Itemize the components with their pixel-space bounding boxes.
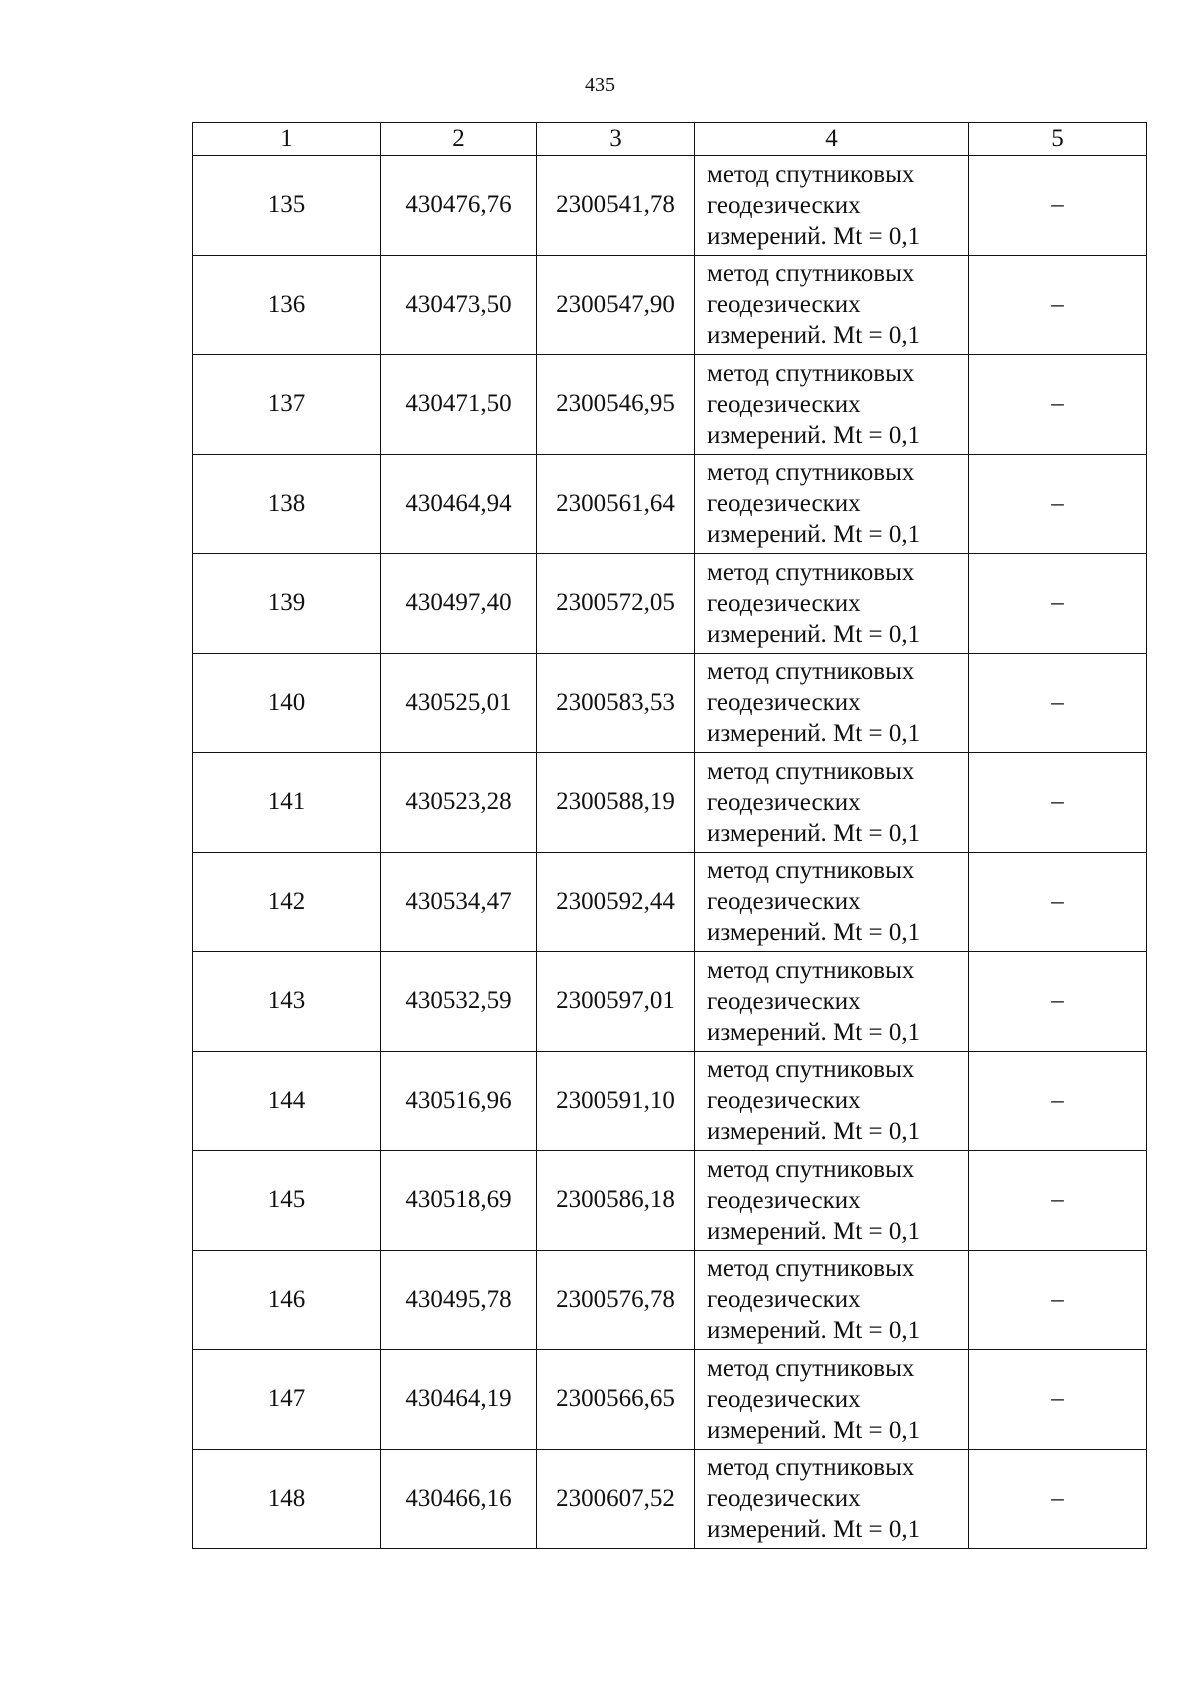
point-number-cell: 138 <box>193 454 381 554</box>
method-line-2: геодезических <box>707 1286 861 1314</box>
y-coordinate-cell: 2300546,95 <box>537 355 695 455</box>
x-coordinate-cell: 430466,16 <box>381 1449 537 1549</box>
method-cell <box>695 156 969 256</box>
method-line-2: геодезических <box>707 390 861 418</box>
table-row <box>193 454 1147 554</box>
y-coordinate-cell: 2300576,78 <box>537 1250 695 1350</box>
note-cell: – <box>969 852 1147 952</box>
method-cell <box>695 1051 969 1151</box>
point-number-cell: 140 <box>193 653 381 753</box>
point-number-cell: 139 <box>193 554 381 654</box>
note-cell: – <box>969 554 1147 654</box>
method-line-1: метод спутниковых <box>707 857 915 885</box>
method-cell <box>695 1250 969 1350</box>
point-number-cell: 135 <box>193 156 381 256</box>
point-number-cell: 136 <box>193 255 381 355</box>
method-line-3: измерений. Mt = 0,1 <box>707 322 921 350</box>
y-coordinate-cell: 2300592,44 <box>537 852 695 952</box>
method-line-3: измерений. Mt = 0,1 <box>707 1118 921 1146</box>
table-row <box>193 255 1147 355</box>
table-row <box>193 1151 1147 1251</box>
header-col-1: 1 <box>193 123 381 156</box>
method-line-2: геодезических <box>707 191 861 219</box>
method-line-2: геодезических <box>707 589 861 617</box>
x-coordinate-cell: 430532,59 <box>381 952 537 1052</box>
method-line-3: измерений. Mt = 0,1 <box>707 720 921 748</box>
method-line-3: измерений. Mt = 0,1 <box>707 1018 921 1046</box>
method-cell <box>695 952 969 1052</box>
table-row <box>193 355 1147 455</box>
x-coordinate-cell: 430471,50 <box>381 355 537 455</box>
method-line-1: метод спутниковых <box>707 1255 915 1283</box>
point-number-cell: 141 <box>193 753 381 853</box>
method-line-2: геодезических <box>707 1485 861 1513</box>
x-coordinate-cell: 430476,76 <box>381 156 537 256</box>
method-line-1: метод спутниковых <box>707 658 915 686</box>
y-coordinate-cell: 2300566,65 <box>537 1350 695 1450</box>
method-line-1: метод спутниковых <box>707 1354 915 1382</box>
table-row <box>193 1250 1147 1350</box>
x-coordinate-cell: 430534,47 <box>381 852 537 952</box>
point-number-cell: 142 <box>193 852 381 952</box>
note-cell: – <box>969 355 1147 455</box>
table-row <box>193 753 1147 853</box>
x-coordinate-cell: 430525,01 <box>381 653 537 753</box>
note-cell: – <box>969 653 1147 753</box>
table-row <box>193 554 1147 654</box>
method-line-1: метод спутниковых <box>707 359 915 387</box>
point-number-cell: 144 <box>193 1051 381 1151</box>
table-row <box>193 1051 1147 1151</box>
note-cell: – <box>969 454 1147 554</box>
note-cell: – <box>969 952 1147 1052</box>
table-row <box>193 653 1147 753</box>
method-line-1: метод спутниковых <box>707 1056 915 1084</box>
method-line-2: геодезических <box>707 888 861 916</box>
method-line-1: метод спутниковых <box>707 260 915 288</box>
method-line-3: измерений. Mt = 0,1 <box>707 1217 921 1245</box>
method-line-3: измерений. Mt = 0,1 <box>707 421 921 449</box>
y-coordinate-cell: 2300597,01 <box>537 952 695 1052</box>
table-header <box>193 123 1147 156</box>
header-col-4: 4 <box>695 123 969 156</box>
method-line-2: геодезических <box>707 291 861 319</box>
method-cell <box>695 1350 969 1450</box>
point-number-cell: 148 <box>193 1449 381 1549</box>
table-row <box>193 852 1147 952</box>
method-cell <box>695 554 969 654</box>
x-coordinate-cell: 430523,28 <box>381 753 537 853</box>
point-number-cell: 147 <box>193 1350 381 1450</box>
method-cell <box>695 852 969 952</box>
header-col-2: 2 <box>381 123 537 156</box>
note-cell: – <box>969 1151 1147 1251</box>
point-number-cell: 145 <box>193 1151 381 1251</box>
method-cell <box>695 753 969 853</box>
method-line-1: метод спутниковых <box>707 558 915 586</box>
y-coordinate-cell: 2300541,78 <box>537 156 695 256</box>
table-row <box>193 156 1147 256</box>
point-number-cell: 137 <box>193 355 381 455</box>
table-row <box>193 1449 1147 1549</box>
method-line-1: метод спутниковых <box>707 1155 915 1183</box>
x-coordinate-cell: 430495,78 <box>381 1250 537 1350</box>
note-cell: – <box>969 1449 1147 1549</box>
method-line-2: геодезических <box>707 1385 861 1413</box>
method-line-3: измерений. Mt = 0,1 <box>707 1416 921 1444</box>
y-coordinate-cell: 2300547,90 <box>537 255 695 355</box>
note-cell: – <box>969 1051 1147 1151</box>
y-coordinate-cell: 2300583,53 <box>537 653 695 753</box>
header-col-3: 3 <box>537 123 695 156</box>
method-line-1: метод спутниковых <box>707 956 915 984</box>
method-cell <box>695 1449 969 1549</box>
y-coordinate-cell: 2300586,18 <box>537 1151 695 1251</box>
method-cell <box>695 454 969 554</box>
method-line-2: геодезических <box>707 1186 861 1214</box>
x-coordinate-cell: 430518,69 <box>381 1151 537 1251</box>
method-line-2: геодезических <box>707 689 861 717</box>
table-row <box>193 1350 1147 1450</box>
x-coordinate-cell: 430473,50 <box>381 255 537 355</box>
method-line-3: измерений. Mt = 0,1 <box>707 819 921 847</box>
y-coordinate-cell: 2300591,10 <box>537 1051 695 1151</box>
method-line-3: измерений. Mt = 0,1 <box>707 620 921 648</box>
method-line-3: измерений. Mt = 0,1 <box>707 919 921 947</box>
y-coordinate-cell: 2300607,52 <box>537 1449 695 1549</box>
method-line-3: измерений. Mt = 0,1 <box>707 222 921 250</box>
header-col-5: 5 <box>969 123 1147 156</box>
method-cell <box>695 653 969 753</box>
method-cell <box>695 255 969 355</box>
y-coordinate-cell: 2300561,64 <box>537 454 695 554</box>
method-line-2: геодезических <box>707 490 861 518</box>
note-cell: – <box>969 156 1147 256</box>
method-cell <box>695 355 969 455</box>
method-line-3: измерений. Mt = 0,1 <box>707 1317 921 1345</box>
method-cell <box>695 1151 969 1251</box>
y-coordinate-cell: 2300572,05 <box>537 554 695 654</box>
note-cell: – <box>969 1250 1147 1350</box>
table-body <box>193 156 1147 1549</box>
method-line-3: измерений. Mt = 0,1 <box>707 521 921 549</box>
x-coordinate-cell: 430464,19 <box>381 1350 537 1450</box>
page-number: 435 <box>585 74 615 96</box>
note-cell: – <box>969 1350 1147 1450</box>
y-coordinate-cell: 2300588,19 <box>537 753 695 853</box>
point-number-cell: 143 <box>193 952 381 1052</box>
table-row <box>193 952 1147 1052</box>
coordinates-table <box>192 122 1147 1549</box>
note-cell: – <box>969 255 1147 355</box>
x-coordinate-cell: 430464,94 <box>381 454 537 554</box>
header-row <box>193 123 1147 156</box>
method-line-1: метод спутниковых <box>707 160 915 188</box>
x-coordinate-cell: 430497,40 <box>381 554 537 654</box>
method-line-2: геодезических <box>707 987 861 1015</box>
note-cell: – <box>969 753 1147 853</box>
method-line-1: метод спутниковых <box>707 459 915 487</box>
method-line-1: метод спутниковых <box>707 1454 915 1482</box>
x-coordinate-cell: 430516,96 <box>381 1051 537 1151</box>
method-line-1: метод спутниковых <box>707 757 915 785</box>
method-line-2: геодезических <box>707 1087 861 1115</box>
method-line-2: геодезических <box>707 788 861 816</box>
point-number-cell: 146 <box>193 1250 381 1350</box>
method-line-3: измерений. Mt = 0,1 <box>707 1516 921 1544</box>
